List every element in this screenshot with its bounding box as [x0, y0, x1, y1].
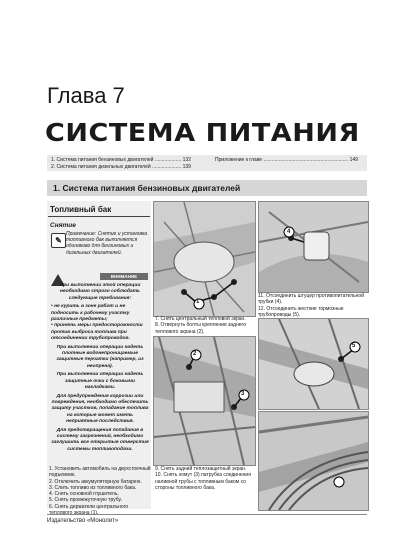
- toc-item[interactable]: Приложение к главе ............................................................. 149: [215, 157, 358, 163]
- subheading: Снятие: [50, 222, 76, 229]
- chapter-number: Глава 7: [47, 83, 125, 108]
- step-item: 5. Снять промежуточную трубу.: [49, 497, 122, 504]
- figure-caption: 7. Снять центральный тепловой экран. 8. Отвернуть болты крепления заднего теплового экрана (2).: [155, 316, 247, 335]
- step-item: 4. Снять основной глушитель.: [49, 491, 119, 498]
- figure-fuel-line: [258, 201, 369, 293]
- step-item: 2. Отключить аккумуляторную батарею.: [49, 478, 142, 485]
- figure-illustration: [259, 412, 368, 510]
- footer-divider: [47, 514, 367, 515]
- callout-5: 5: [352, 343, 356, 349]
- figure-brake-lines: [258, 318, 369, 410]
- callout-4: 4: [287, 229, 291, 235]
- warning-paragraph: • принять меры предосторожности против выброса топлива при отсоединении трубопроводов.: [51, 323, 143, 342]
- step-item: 1. Установить автомобиль на двухстоечный подъемник.: [49, 466, 151, 479]
- warning-paragraph: • не курить в зоне работ и не подносить к рабочему участку различные предметы;: [51, 304, 130, 323]
- table-of-contents: [47, 155, 367, 171]
- figure-caption: 11. Отсоединить штуцер противопитательной трубки (4). 12. Отсоединить жесткие тормозные трубопроводы (5).: [258, 293, 364, 318]
- warning-text: [51, 283, 149, 453]
- warning-paragraph: При выполнении операции надеть плотные водонепроницаемые защитные перчатки (например, из неопрена).: [56, 344, 144, 369]
- toc-item[interactable]: 1. Система питания бензиновых двигателей ................... 132: [51, 157, 191, 163]
- figure-illustration: [259, 202, 368, 292]
- section-title: 1. Система питания бензиновых двигателей: [47, 180, 367, 196]
- step-item: 6. Снять держатели центрального: [49, 503, 129, 510]
- toc-item[interactable]: 2. Система питания дизельных двигателей ..................... 139: [51, 164, 191, 170]
- callout-1: 1: [196, 299, 200, 305]
- warning-paragraph: При выполнении операции надеть защитные очки с боковыми накладками.: [56, 372, 144, 391]
- warning-label: ВНИМАНИЕ: [100, 273, 148, 280]
- figure-illustration: [259, 319, 368, 409]
- figure-pipes: [258, 411, 369, 511]
- warning-paragraph: При выполнении этой операции необходимо строго соблюдать следующие требования:: [59, 283, 141, 301]
- warning-paragraph: Для предотвращения попадания в систему загрязнений, необходимо заглушить все открытые отверстия системы топливоподачи.: [51, 427, 149, 452]
- note-icon: ✎: [51, 233, 66, 248]
- step-item: 3. Слить топливо из топливного бака.: [49, 484, 137, 491]
- sidebar-heading: Топливный бак: [50, 205, 112, 214]
- warning-paragraph: Для предупреждения коррозии или повреждения, необходимо обеспечить защиту участков, попадание топлива на которые может иметь неприятные последствия.: [51, 393, 149, 425]
- divider: [48, 216, 150, 217]
- callout-2: 2: [193, 351, 197, 357]
- figure-caption: 9. Снять задний теплозащитный экран. 10. Снять хомут (3) патрубка соединения наливной трубы с топливным баком со стороны топливного бака.: [155, 466, 251, 491]
- steps-list: [49, 466, 151, 516]
- callout-3: 3: [241, 391, 245, 397]
- figure-illustration: [154, 202, 255, 316]
- figure-heat-shield: [153, 201, 256, 317]
- figure-rear-shield: [153, 336, 256, 466]
- figure-illustration: [154, 337, 255, 465]
- publisher-footer: Издательство «Монолит»: [47, 518, 119, 524]
- note-text: Примечание: Снятие и установка топливного бак выполняется одинаково для бензиновых и дизельных двигателей.: [66, 231, 148, 256]
- chapter-title: СИСТЕМА ПИТАНИЯ: [45, 118, 360, 147]
